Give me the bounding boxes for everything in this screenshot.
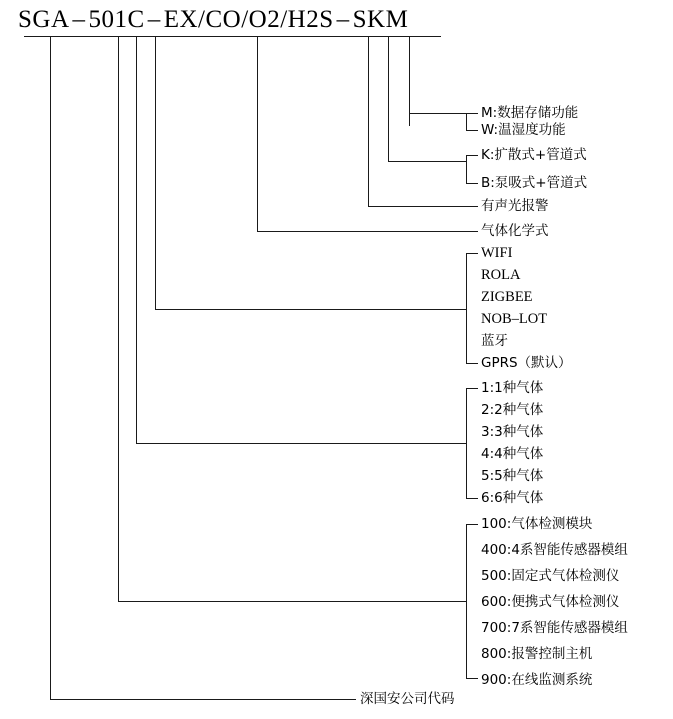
model-code-part-sga: SGA xyxy=(18,6,70,33)
label-gascount-1: 1:1种气体 xyxy=(481,380,544,396)
label-series-900: 900:在线监测系统 xyxy=(481,672,593,688)
model-code-part-501c: 501C xyxy=(88,6,145,33)
model-code-line xyxy=(18,6,658,36)
label-function-m: M:数据存储功能 xyxy=(481,105,579,121)
label-series-700: 700:7系智能传感器模组 xyxy=(481,620,628,636)
model-code-dash-1: – xyxy=(72,6,86,33)
connector-gascount-6 xyxy=(466,498,478,499)
model-code-dash-3: – xyxy=(336,6,350,33)
connector-function-m xyxy=(466,113,478,114)
label-company-code: 深国安公司代码 xyxy=(360,691,455,707)
drop-line-series xyxy=(118,36,119,601)
connector-series-900 xyxy=(466,678,478,679)
connector-comm-wifi xyxy=(466,253,478,254)
bracket-sampling xyxy=(466,155,467,183)
label-alarm: 有声光报警 xyxy=(481,198,549,214)
label-gascount-5: 5:5种气体 xyxy=(481,468,544,484)
drop-line-sampling xyxy=(388,36,389,161)
model-code-part-gases: EX/CO/O2/H2S xyxy=(163,6,334,33)
bracket-function xyxy=(466,113,467,130)
connector-sampling-top xyxy=(388,161,466,162)
connector-company-code xyxy=(50,699,356,700)
connector-series-stem xyxy=(118,601,466,602)
model-code-dash-2: – xyxy=(147,6,161,33)
label-comm-nblot: NOB–LOT xyxy=(481,311,548,327)
label-sampling-b: B:泵吸式+管道式 xyxy=(481,175,588,191)
label-comm-zigbee: ZIGBEE xyxy=(481,289,533,305)
label-sampling-k: K:扩散式+管道式 xyxy=(481,147,587,163)
label-gascount-6: 6:6种气体 xyxy=(481,490,544,506)
label-gascount-3: 3:3种气体 xyxy=(481,424,544,440)
drop-line-communication xyxy=(155,36,156,309)
connector-sampling-k xyxy=(466,155,478,156)
label-gascount-2: 2:2种气体 xyxy=(481,402,544,418)
label-series-400: 400:4系智能传感器模组 xyxy=(481,542,628,558)
label-comm-rola: ROLA xyxy=(481,267,521,283)
connector-alarm xyxy=(368,206,478,207)
label-comm-bluetooth: 蓝牙 xyxy=(481,333,508,349)
connector-communication-stem xyxy=(155,309,466,310)
label-function-w: W:温湿度功能 xyxy=(481,122,566,138)
connector-function-top xyxy=(409,113,466,114)
bracket-communication xyxy=(466,253,467,363)
connector-series-100 xyxy=(466,524,478,525)
connector-sampling-b xyxy=(466,183,478,184)
model-code-underline xyxy=(24,36,441,37)
drop-line-alarm xyxy=(368,36,369,206)
label-comm-gprs: GPRS（默认） xyxy=(481,355,572,371)
connector-comm-gprs xyxy=(466,363,478,364)
connector-gascount-1 xyxy=(466,388,478,389)
label-gascount-4: 4:4种气体 xyxy=(481,446,544,462)
bracket-gascount xyxy=(466,388,467,498)
connector-function-w xyxy=(466,130,478,131)
connector-gaschem xyxy=(257,231,478,232)
label-series-500: 500:固定式气体检测仪 xyxy=(481,568,620,584)
drop-line-sga xyxy=(50,36,51,699)
label-comm-wifi: WIFI xyxy=(481,245,513,261)
label-gaschem: 气体化学式 xyxy=(481,223,549,239)
drop-line-gascount xyxy=(136,36,137,443)
model-code-part-skm: SKM xyxy=(352,6,409,33)
bracket-series xyxy=(466,524,467,678)
label-series-800: 800:报警控制主机 xyxy=(481,646,593,662)
label-series-600: 600:便携式气体检测仪 xyxy=(481,594,620,610)
label-series-100: 100:气体检测模块 xyxy=(481,516,593,532)
drop-line-gaschem xyxy=(257,36,258,231)
connector-gascount-stem xyxy=(136,443,466,444)
